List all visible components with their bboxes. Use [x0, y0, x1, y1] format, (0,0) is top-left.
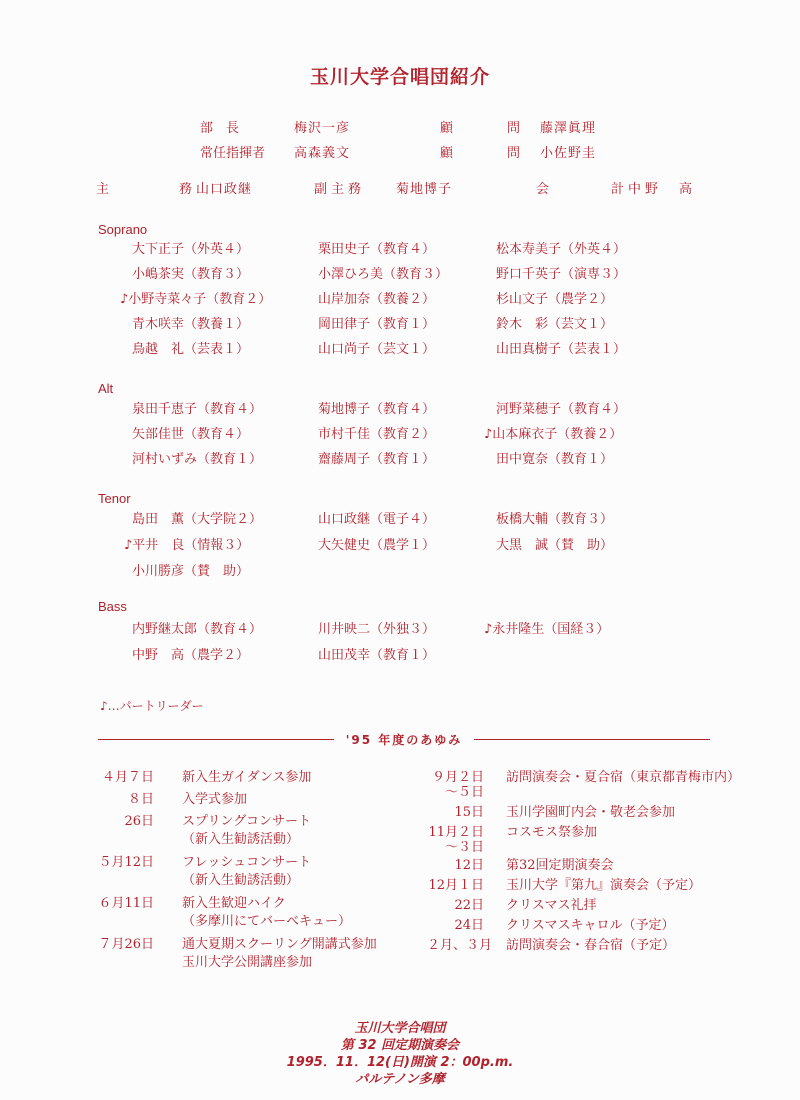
member: ♪永井隆生（国経３） [484, 622, 610, 637]
member: 小澤ひろ美（教育３） [318, 267, 449, 282]
member: 河村いずみ（教育１） [132, 452, 263, 467]
history-date: ６月11日 [98, 896, 154, 911]
history-date: ～３日 [444, 840, 484, 855]
member: 青木咲幸（教養１） [132, 317, 250, 332]
history-date: ４月７日 [101, 770, 154, 785]
history-date: ２月、３月 [426, 938, 492, 953]
member: 大下正子（外英４） [132, 242, 250, 257]
history-date: 12日 [454, 858, 484, 873]
divider-right [474, 739, 710, 740]
officer-role-shikisha: 常任指揮者 [200, 146, 266, 161]
history-date: 26日 [124, 814, 154, 829]
member: 山口政継（電子４） [318, 512, 436, 527]
history-date: 24日 [454, 918, 484, 933]
history-date: 12月１日 [428, 878, 484, 893]
officer-name-shikisha: 高森義文 [294, 146, 351, 161]
officer-name-bucho: 梅沢一彦 [294, 121, 351, 136]
member: 市村千佳（教育２） [318, 427, 436, 442]
history-date: 15日 [454, 805, 484, 820]
member: 山口尚子（芸文１） [318, 342, 436, 357]
member: ♪小野寺菜々子（教育２） [120, 292, 272, 307]
page-title: 玉川大学合唱団紹介 [309, 66, 490, 88]
history-event: 訪問演奏会・春合宿（予定） [506, 938, 676, 953]
history-date: 22日 [454, 898, 484, 913]
member: 山田真樹子（芸表１） [496, 342, 627, 357]
member: 鳥越 礼（芸表１） [132, 342, 250, 357]
history-title: '95 年度のあゆみ [345, 733, 463, 747]
history-date: ５月12日 [98, 855, 154, 870]
footer-venue: パルテノン多摩 [355, 1072, 445, 1087]
history-event: 訪問演奏会・夏合宿（東京都青梅市内） [506, 770, 741, 785]
member: 川井映二（外独３） [318, 622, 436, 637]
section-label-bass: Bass [98, 599, 127, 614]
history-event: 入学式参加 [182, 792, 248, 807]
member: 鈴木 彩（芸文１） [496, 317, 614, 332]
member: ♪山本麻衣子（教養２） [484, 427, 623, 442]
officer-name-komon-1: 藤澤眞理 [540, 121, 597, 136]
member: 河野菜穂子（教育４） [496, 402, 627, 417]
history-date: ７月26日 [98, 937, 154, 952]
member: 栗田史子（教育４） [318, 242, 436, 257]
history-event: 玉川大学公開講座参加 [182, 955, 313, 970]
officer-role-shumu: 主 務 [96, 182, 192, 197]
officer-role-kaikei: 会 計 [536, 182, 624, 197]
history-event: クリスマス礼拝 [506, 898, 597, 913]
history-event: 通大夏期スクーリング開講式参加 [182, 937, 377, 952]
member: 中野 高（農学２） [132, 648, 250, 663]
history-event: コスモス祭参加 [506, 825, 598, 840]
section-label-tenor: Tenor [98, 491, 131, 506]
member: 野口千英子（演専３） [496, 267, 627, 282]
history-date: ９月２日 [431, 770, 484, 785]
history-event: 第32回定期演奏会 [506, 858, 614, 873]
footer-concert-title: 第 32 回定期演奏会 [340, 1038, 460, 1053]
history-date: ～５日 [444, 785, 484, 800]
officer-role-komon-1: 顧 問 [440, 121, 520, 136]
member: 山田茂幸（教育１） [318, 648, 436, 663]
member: 小川勝彦（賛 助） [132, 564, 250, 579]
member: 齋藤周子（教育１） [318, 452, 436, 467]
officer-role-fukushumu: 副主務 [314, 182, 366, 197]
history-event: 玉川大学『第九』演奏会（予定） [506, 878, 702, 893]
officer-role-bucho: 部 長 [200, 121, 240, 136]
footer-organizer: 玉川大学合唱団 [354, 1021, 446, 1036]
officer-name-shumu: 山口政継 [196, 182, 253, 197]
history-event: スプリングコンサート [182, 814, 311, 829]
history-date: ８日 [127, 792, 154, 807]
history-date: 11月２日 [428, 825, 484, 840]
member: 板橋大輔（教育３） [496, 512, 614, 527]
member: 田中寛奈（教育１） [496, 452, 614, 467]
history-event: （新入生勧誘活動） [182, 873, 300, 888]
history-event: 新入生歓迎ハイク [182, 896, 286, 911]
member: 小嶋茶実（教育３） [132, 267, 250, 282]
footer-date-time: 1995．11．12(日)開演 2：00p.m. [286, 1055, 514, 1070]
history-event: （多摩川にてバーベキュー） [182, 914, 352, 929]
member: 島田 薫（大学院２） [132, 512, 263, 527]
member: 杉山文子（農学２） [496, 292, 614, 307]
member: 山岸加奈（教養２） [318, 292, 436, 307]
section-label-soprano: Soprano [98, 222, 148, 237]
member: 菊地博子（教育４） [318, 402, 436, 417]
member: 大矢健史（農学１） [318, 538, 436, 553]
member: 矢部佳世（教育４） [132, 427, 250, 442]
member: 岡田律子（教育１） [318, 317, 436, 332]
history-event: 玉川学園町内会・敬老会参加 [506, 805, 676, 820]
member: 松本寿美子（外英４） [496, 242, 627, 257]
history-event: 新入生ガイダンス参加 [182, 770, 312, 785]
member: 泉田千恵子（教育４） [132, 402, 263, 417]
member: ♪平井 良（情報３） [124, 538, 250, 553]
officer-name-kaikei: 中野 高 [628, 182, 697, 197]
member: 大黒 誠（賛 助） [496, 538, 614, 553]
history-event: クリスマスキャロル（予定） [506, 918, 675, 933]
legend-part-leader: ♪…パートリーダー [100, 699, 204, 713]
divider-left [98, 739, 334, 740]
member: 内野継太郎（教育４） [132, 622, 263, 637]
history-event: （新入生勧誘活動） [182, 832, 300, 847]
officer-name-komon-2: 小佐野圭 [540, 146, 597, 161]
section-label-alt: Alt [98, 381, 114, 396]
history-event: フレッシュコンサート [182, 855, 312, 870]
officer-name-fukushumu: 菊地博子 [396, 182, 453, 197]
officer-role-komon-2: 顧 問 [440, 146, 520, 161]
